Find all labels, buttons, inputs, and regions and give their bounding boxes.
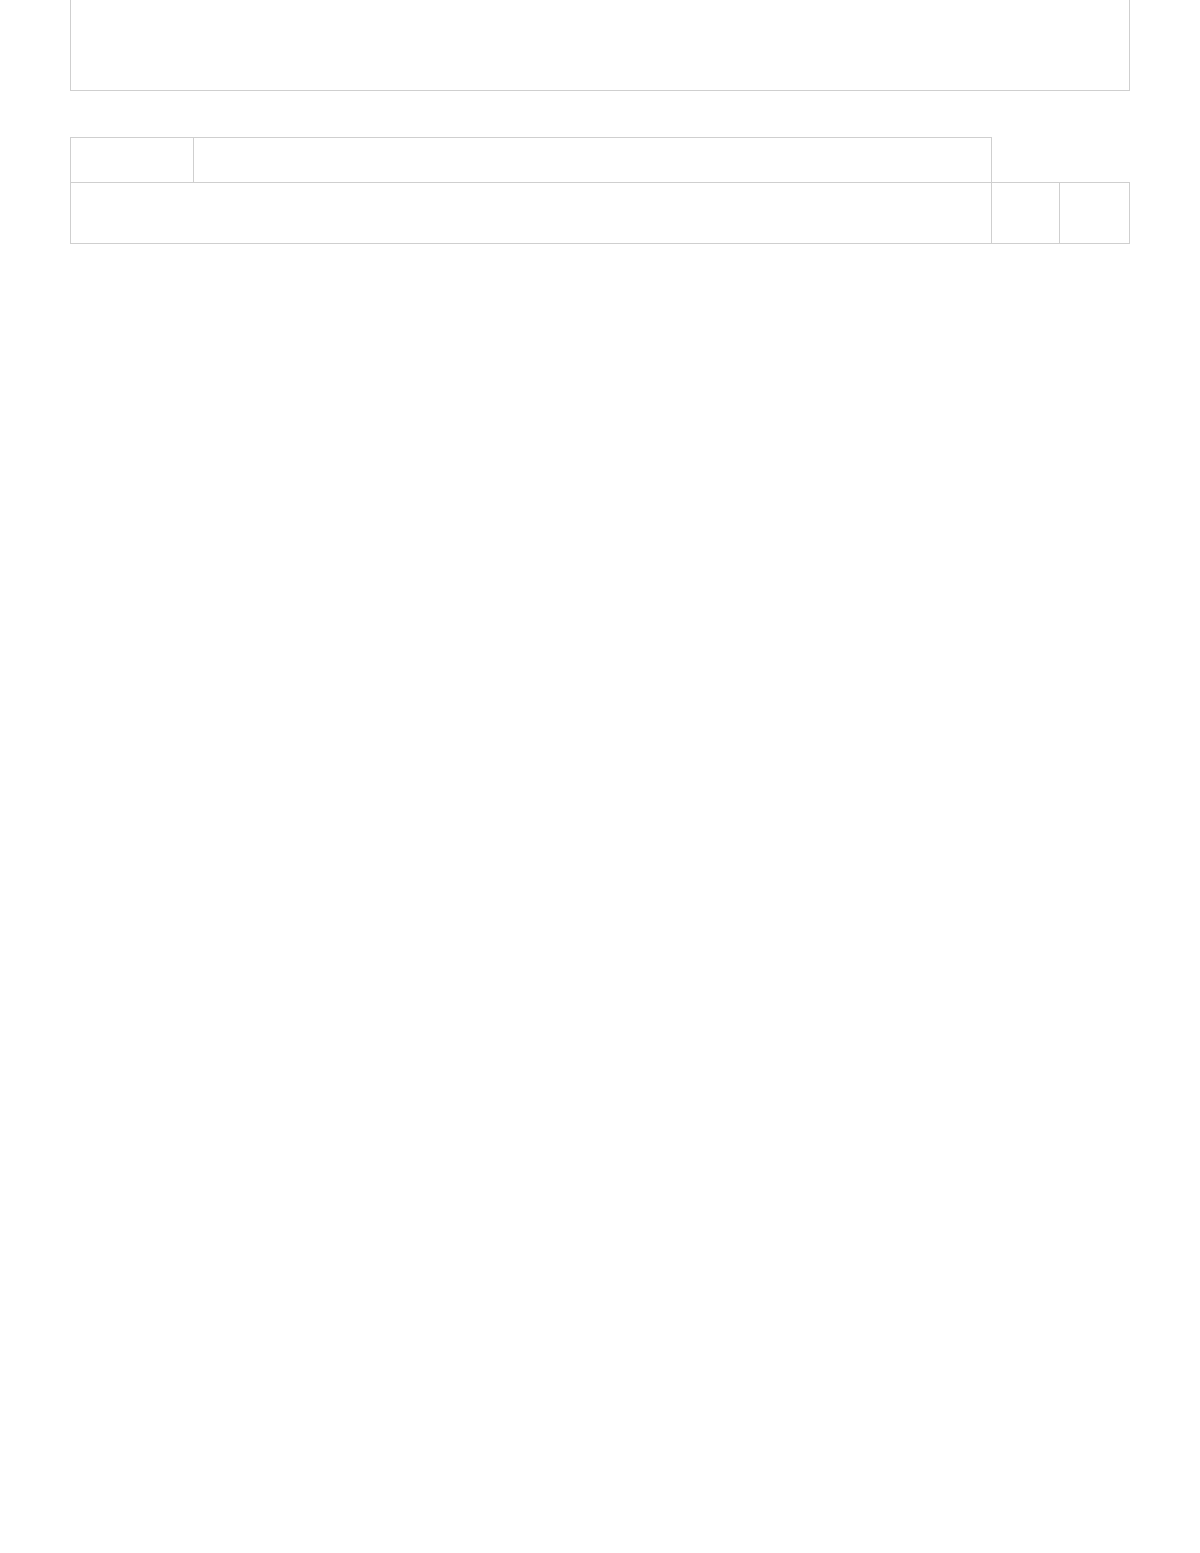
name-field[interactable] — [193, 137, 992, 183]
reflection-instructions — [70, 0, 1130, 91]
column-header-yes — [991, 182, 1060, 244]
instruction-header — [70, 182, 992, 244]
column-header-no — [1059, 182, 1130, 244]
name-label — [70, 137, 194, 183]
